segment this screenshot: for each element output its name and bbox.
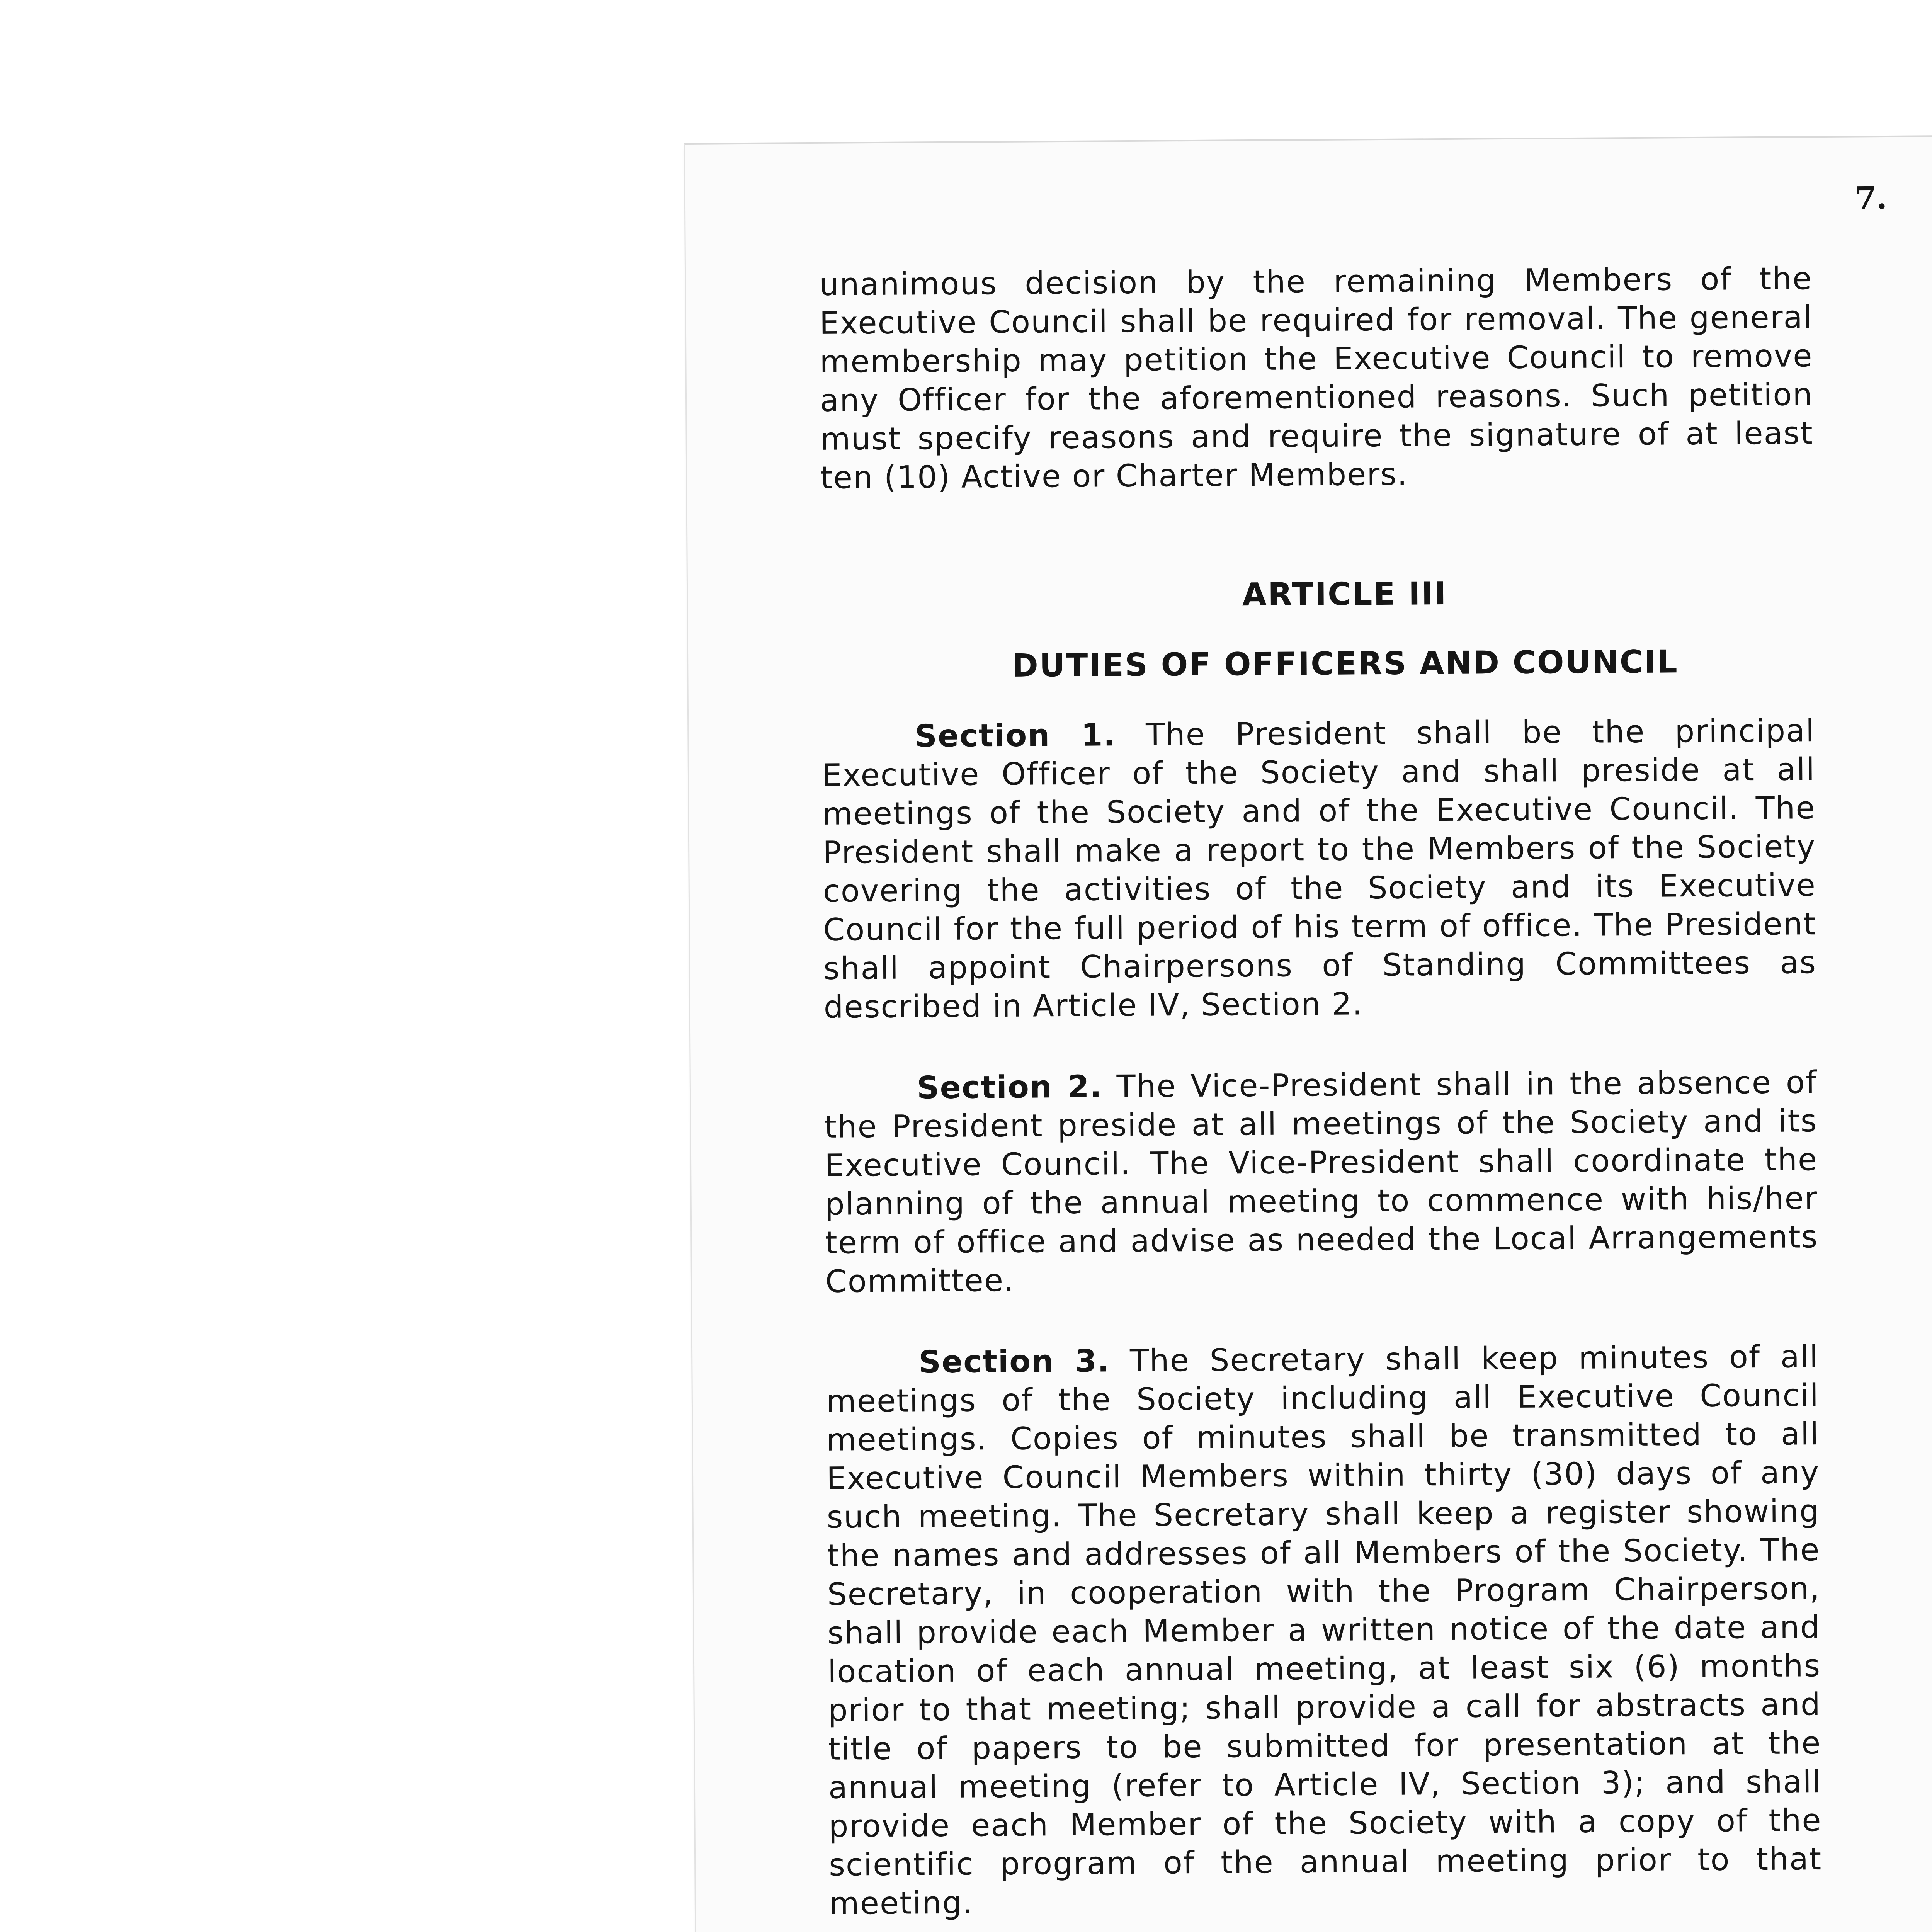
section-2-label: Section 2. xyxy=(917,1068,1103,1106)
section-3-label: Section 3. xyxy=(918,1343,1110,1380)
section-2 xyxy=(824,1063,1819,1301)
document-page xyxy=(684,135,1932,1932)
section-3-text: The Secretary shall keep minutes of all meetings of the Society including all Executive Council meetings. Copies of minutes shall be transmitted to all Executive Council Members within thirty (30) days of any such meeting. The Secretary shall keep a register showing the names and addresses of all Members of the Society. The Secretary, in cooperation with the Program Chairperson, shall provide each Member a written notice of the date and location of each annual meeting, at least six (6) months prior to that meeting; shall provide a call for abstracts and title of papers to be submitted for presentation at the annual meeting (refer to Article IV, Section 3); and shall provide each Member of the Society with a copy of the scientific program of the annual meeting prior to that meeting. xyxy=(826,1338,1822,1922)
article-heading: ARTICLE III xyxy=(1242,575,1447,614)
page-number: 7. xyxy=(1855,179,1888,216)
section-1-text: The President shall be the principal Executive Officer of the Society and shall preside at all meetings of the Society and of the Executive Council. The President shall make a report to the Members of the Society covering the activities of the Society and its Executive Council for the full period of his term of office. The President shall appoint Chairpersons of Standing Committees as described in Article IV, Section 2. xyxy=(822,713,1817,1025)
opening-paragraph: unanimous decision by the remaining Members of the Executive Council shall be required for removal. The general membership may petition the Executive Council to remove any Officer for the aforementioned reasons. Such petition must specify reasons and require the signature of at least ten (10) Active or Charter Members. xyxy=(819,260,1813,496)
page-body xyxy=(819,259,1822,1923)
section-1-label: Section 1. xyxy=(915,717,1116,754)
section-2-text: The Vice-President shall in the absence of the President preside at all meetings of the Society and its Executive Council. The Vice-President shall coordinate the planning of the annual meeting to commence with his/her term of office and advise as needed the Local Arrangements Committee. xyxy=(824,1064,1818,1299)
section-1 xyxy=(822,711,1817,1027)
section-3 xyxy=(826,1337,1822,1923)
article-title: DUTIES OF OFFICERS AND COUNCIL xyxy=(1012,643,1679,684)
